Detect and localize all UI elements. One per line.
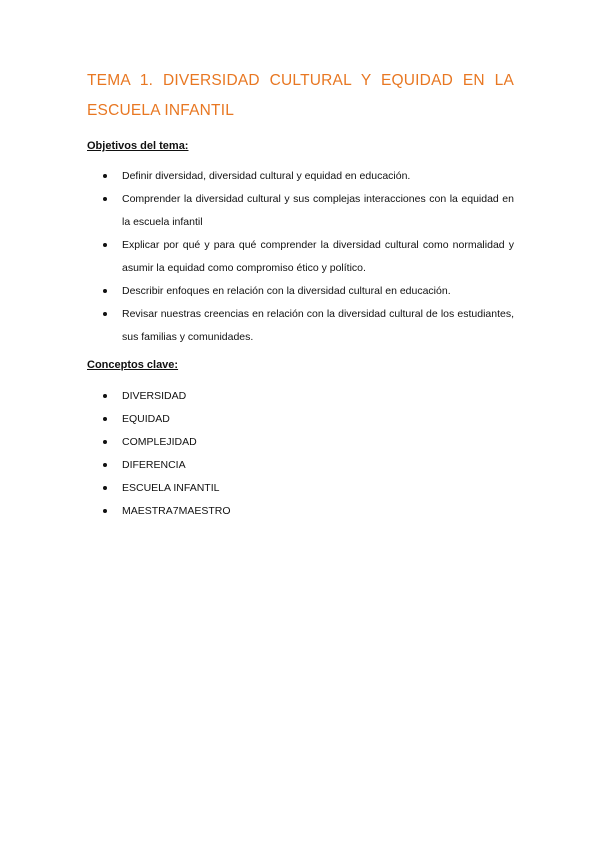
document-title: TEMA 1. DIVERSIDAD CULTURAL Y EQUIDAD EN LA ESCUELA INFANTIL — [87, 72, 514, 119]
bullet-icon — [103, 394, 107, 398]
concept-text: EQUIDAD — [122, 413, 170, 425]
objective-item — [87, 303, 514, 349]
bullet-icon — [103, 509, 107, 513]
objective-item — [87, 280, 514, 303]
concepts-heading: Conceptos clave: — [87, 359, 179, 371]
bullet-icon — [103, 440, 107, 444]
concept-text: MAESTRA7MAESTRO — [122, 505, 231, 517]
bullet-icon — [103, 243, 107, 247]
bullet-icon — [103, 174, 107, 178]
objective-text: Comprender la diversidad cultural y sus complejas interacciones con la equidad en la escuela infantil — [122, 193, 514, 228]
concepts-list — [87, 385, 514, 523]
objective-text: Describir enfoques en relación con la diversidad cultural en educación. — [122, 285, 451, 297]
concept-item — [87, 431, 514, 454]
concept-item — [87, 500, 514, 523]
bullet-icon — [103, 486, 107, 490]
objective-text: Revisar nuestras creencias en relación con la diversidad cultural de los estudiantes, sus familias y comunidades. — [122, 308, 514, 343]
objective-text: Explicar por qué y para qué comprender la diversidad cultural como normalidad y asumir la equidad como compromiso ético y político. — [122, 239, 514, 274]
concept-item — [87, 385, 514, 408]
objective-item — [87, 188, 514, 234]
concept-text: ESCUELA INFANTIL — [122, 482, 220, 494]
concept-item — [87, 454, 514, 477]
concept-text: DIFERENCIA — [122, 459, 186, 471]
concept-item — [87, 408, 514, 431]
concept-text: DIVERSIDAD — [122, 390, 187, 402]
bullet-icon — [103, 197, 107, 201]
bullet-icon — [103, 417, 107, 421]
concept-item — [87, 477, 514, 500]
objectives-list — [87, 165, 514, 349]
objectives-heading: Objetivos del tema: — [87, 140, 189, 152]
bullet-icon — [103, 289, 107, 293]
objective-text: Definir diversidad, diversidad cultural y equidad en educación. — [122, 170, 411, 182]
concept-text: COMPLEJIDAD — [122, 436, 197, 448]
bullet-icon — [103, 463, 107, 467]
bullet-icon — [103, 312, 107, 316]
objective-item — [87, 234, 514, 280]
objective-item — [87, 165, 514, 188]
